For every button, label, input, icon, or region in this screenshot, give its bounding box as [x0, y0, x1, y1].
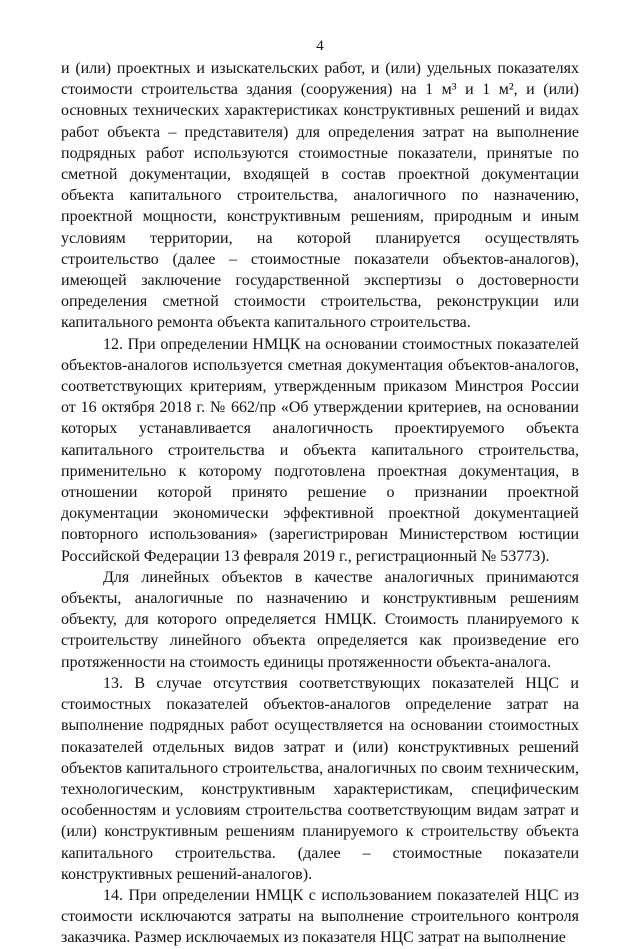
paragraph-continuation: и (или) проектных и изыскательских работ, и (или) удельных показателях стоимости строительства здания (сооружения) на 1 м³ и 1 м², и (или) основных технических характеристиках конструктивных решений и видах работ объекта – представителя) для определения затрат на выполнение подрядных работ используются стоимостные показатели, принятые по сметной документации, входящей в состав проектной документации объекта капитального строительства, аналогичного по назначению, проектной мощности, конструктивным решениям, природным и иным условиям территории, на которой планируется осуществлять строительство (далее – стоимостные показатели объектов-аналогов), имеющей заключение государственной экспертизы о достоверности определения сметной стоимости строительства, реконструкции или капитального ремонта объекта капитального строительства.	[61, 60, 579, 332]
paragraph-13: 13. В случае отсутствия соответствующих показателей НЦС и стоимостных показателей объектов-аналогов определение затрат на выполнение подрядных работ осуществляется на основании стоимостных показателей отдельных видов затрат и (или) конструктивных решений объектов капитального строительства, аналогичных по своим техническим, технологическим, конструктивным характеристикам, специфическим особенностям и условиям строительства соответствующим видам затрат и (или) конструктивным решениям планируемого к строительству объекта капитального строительства. (далее – стоимостные показатели конструктивных решений-аналогов).	[61, 674, 579, 883]
document-body	[61, 58, 579, 949]
paragraph-14: 14. При определении НМЦК с использованием показателей НЦС из стоимости исключаются затраты на выполнение строительного контроля заказчика. Размер исключаемых из показателя НЦС затрат на выполнение	[61, 886, 579, 947]
paragraph-12: 12. При определении НМЦК на основании стоимостных показателей объектов-аналогов используется сметная документация объектов-аналогов, соответствующих критериям, утвержденным приказом Минстроя России от 16 октября 2018 г. № 662/пр «Об утверждении критериев, на основании которых устанавливается аналогичность проектируемого объекта капитального строительства и объекта капитального строительства, применительно к которому подготовлена проектная документация, в отношении которой принято решение о признании проектной документации экономически эффективной проектной документацией повторного использования» (зарегистрирован Министерством юстиции Российской Федерации 13 февраля 2019 г., регистрационный № 53773).	[61, 335, 579, 565]
page-number: 4	[316, 38, 324, 54]
paragraph-linear-objects: Для линейных объектов в качестве аналогичных принимаются объекты, аналогичные по назначению и конструктивным решениям объекту, для которого определяется НМЦК. Стоимость планируемого к строительству линейного объекта определяется как произведение его протяженности на стоимость единицы протяженности объекта-аналога.	[61, 568, 579, 671]
